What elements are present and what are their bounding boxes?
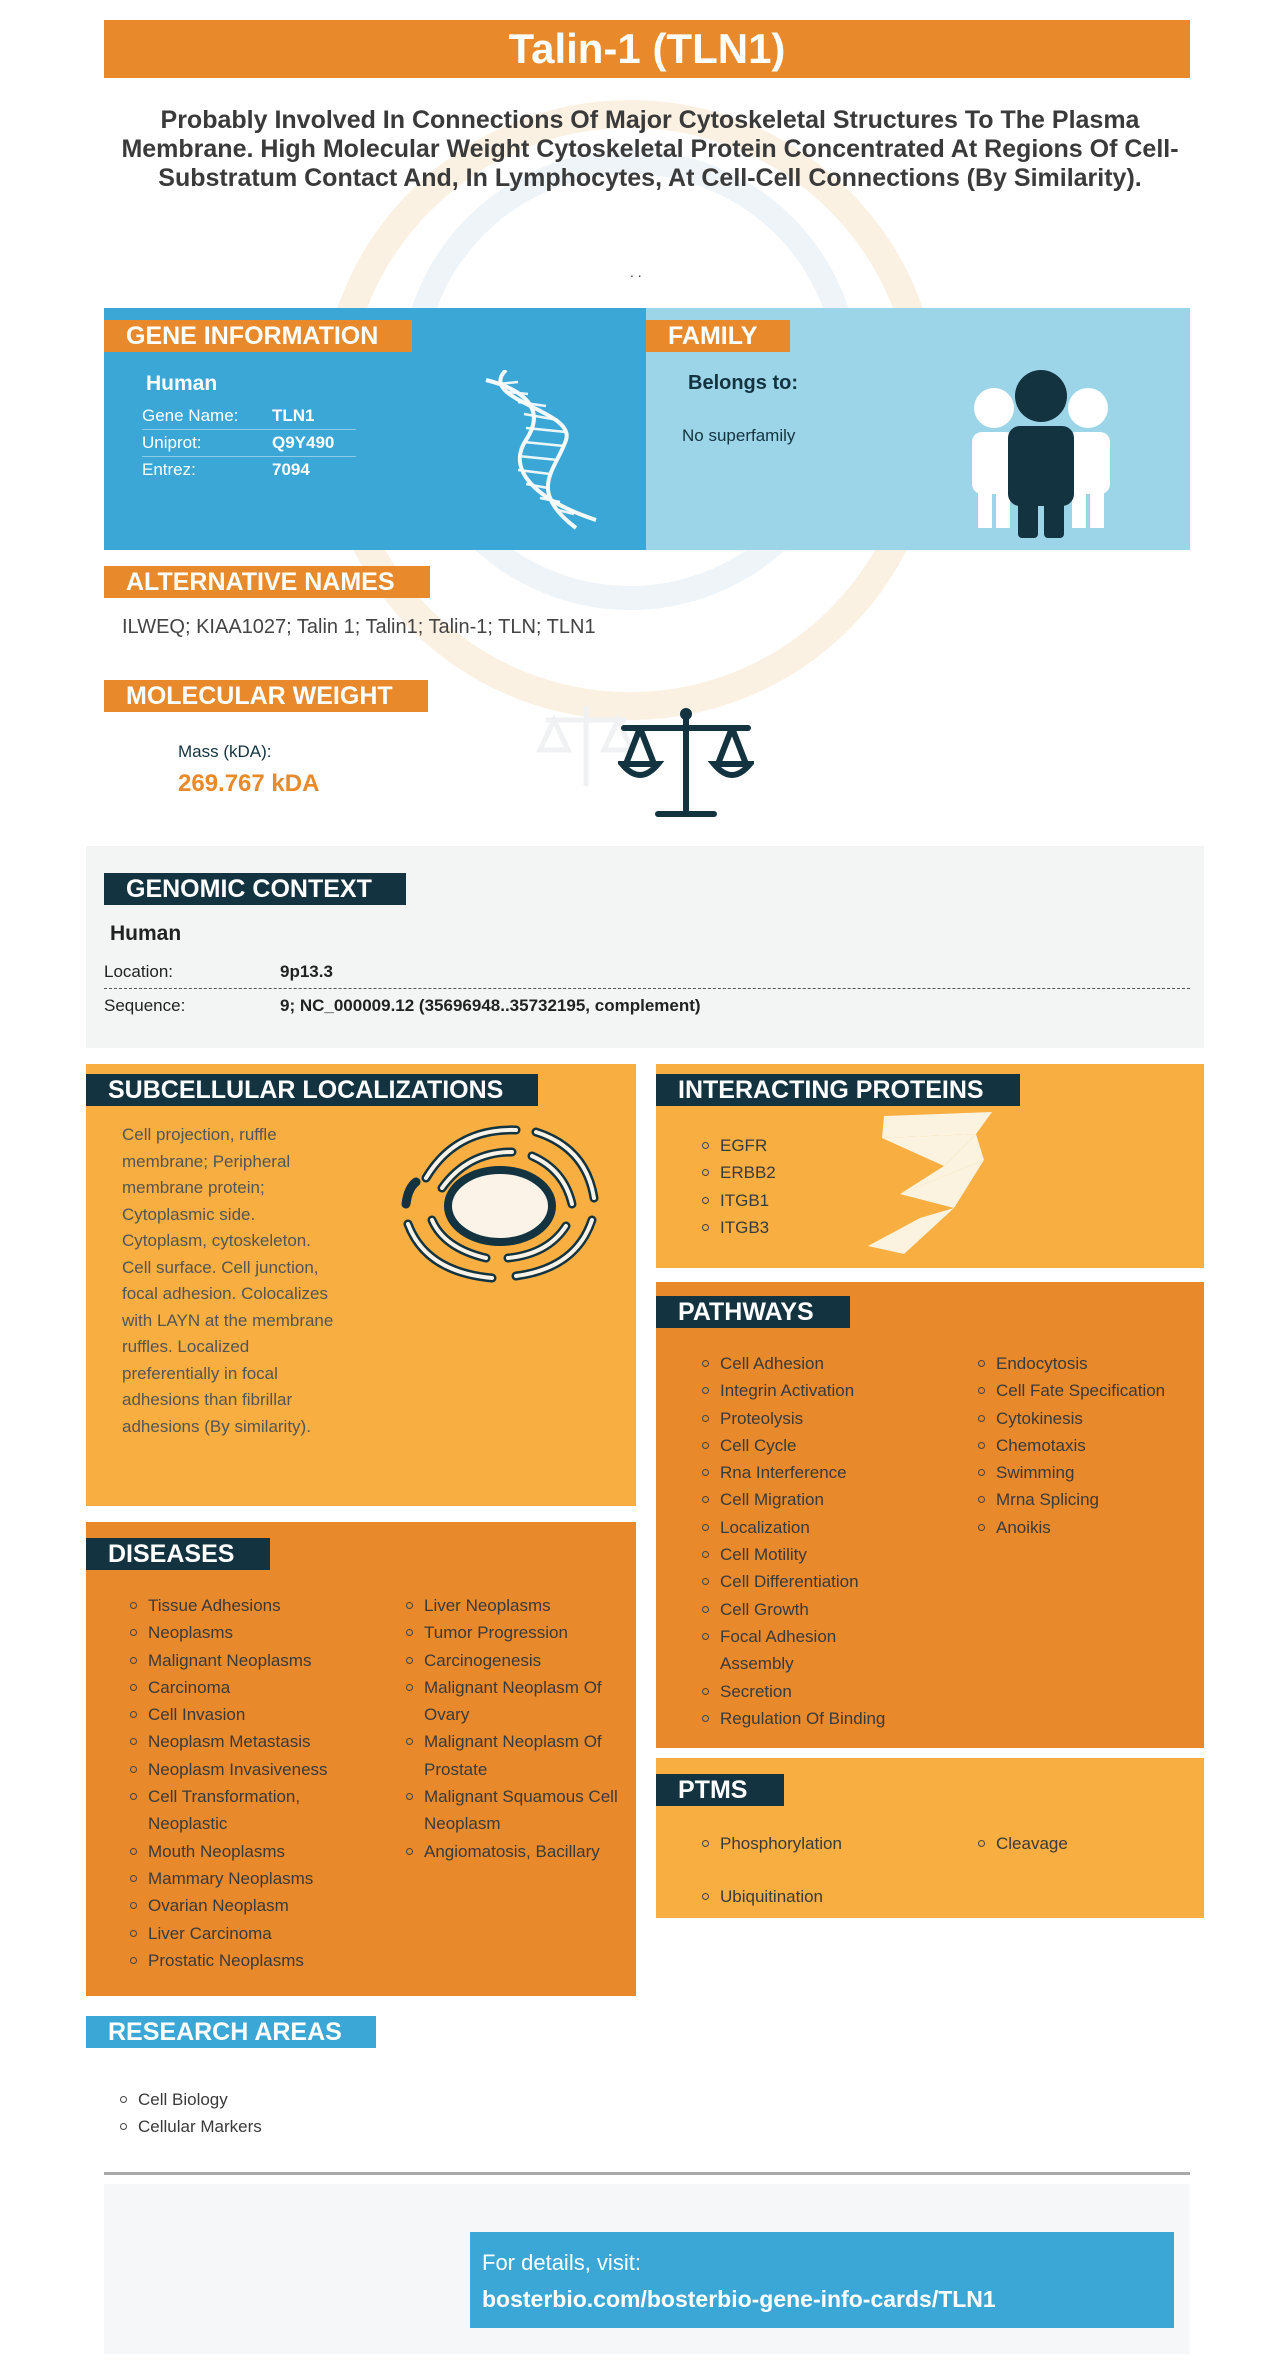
genomic-species: Human (110, 922, 182, 945)
interacting-proteins-list (700, 1132, 776, 1241)
list-item: Cleavage (976, 1830, 1176, 1857)
list-item: Ovarian Neoplasm (128, 1892, 348, 1919)
list-item: Tumor Progression (404, 1619, 624, 1646)
genomic-context-heading: GENOMIC CONTEXT (104, 873, 406, 905)
details-link-box[interactable] (470, 2232, 1174, 2328)
list-item: Integrin Activation (700, 1377, 940, 1404)
list-item: Malignant Squamous Cell Neoplasm (404, 1783, 624, 1838)
list-item: Cell Migration (700, 1486, 940, 1513)
diseases-list-col2 (404, 1592, 624, 1865)
protein-ribbon-icon (864, 1108, 1004, 1256)
footer-divider (104, 2172, 1190, 2175)
list-item: Secretion (700, 1678, 940, 1705)
gene-name-row (142, 402, 356, 430)
list-item: Regulation Of Binding (700, 1705, 940, 1732)
list-item: Cell Motility (700, 1541, 940, 1568)
ptms-list-col2 (976, 1830, 1176, 1857)
list-item: Malignant Neoplasm Of Ovary (404, 1674, 624, 1729)
diseases-heading: DISEASES (86, 1538, 270, 1570)
list-item: Rna Interference (700, 1459, 940, 1486)
list-item: Phosphorylation (700, 1830, 940, 1857)
list-item: ITGB3 (700, 1214, 776, 1241)
uniprot-row (142, 429, 356, 457)
entrez-label: Entrez: (142, 460, 196, 479)
list-item: Neoplasm Metastasis (128, 1728, 348, 1755)
list-item: Neoplasm Invasiveness (128, 1756, 348, 1783)
family-value: No superfamily (682, 426, 796, 445)
list-item: Mrna Splicing (976, 1486, 1196, 1513)
alternative-names-heading: ALTERNATIVE NAMES (104, 566, 430, 598)
uniprot-value: Q9Y490 (272, 433, 335, 452)
family-people-icon (966, 368, 1116, 538)
dna-icon (466, 370, 616, 530)
pathways-list-col2 (976, 1350, 1196, 1541)
list-item: Cell Fate Specification (976, 1377, 1196, 1404)
list-item: Swimming (976, 1459, 1196, 1486)
family-heading: FAMILY (646, 320, 790, 352)
subcellular-localizations-heading: SUBCELLULAR LOCALIZATIONS (86, 1074, 538, 1106)
sequence-label: Sequence: (104, 996, 186, 1015)
gene-information-heading: GENE INFORMATION (104, 320, 412, 352)
list-item: Proteolysis (700, 1405, 940, 1432)
list-item: Cell Biology (118, 2086, 418, 2113)
pathways-list-col1 (700, 1350, 940, 1732)
entrez-row (142, 456, 356, 483)
list-item: Malignant Neoplasms (128, 1647, 348, 1674)
diseases-list-col1 (128, 1592, 348, 1974)
interacting-proteins-heading: INTERACTING PROTEINS (656, 1074, 1020, 1106)
sequence-row (104, 990, 1190, 1022)
list-item: Carcinogenesis (404, 1647, 624, 1674)
ptms-heading: PTMS (656, 1774, 784, 1806)
list-item: Cytokinesis (976, 1405, 1196, 1432)
cell-icon (396, 1108, 604, 1294)
list-item: Cell Invasion (128, 1701, 348, 1728)
list-item: Tissue Adhesions (128, 1592, 348, 1619)
entrez-value: 7094 (272, 460, 310, 479)
list-item: Focal Adhesion Assembly (700, 1623, 860, 1678)
ptms-list-col1 (700, 1830, 940, 1911)
location-value: 9p13.3 (280, 962, 333, 981)
list-item: Cell Transformation, Neoplastic (128, 1783, 328, 1838)
research-areas-heading: RESEARCH AREAS (86, 2016, 376, 2048)
list-item: ITGB1 (700, 1187, 776, 1214)
balance-scale-icon (618, 706, 754, 822)
list-item: Cellular Markers (118, 2113, 418, 2140)
list-item: Angiomatosis, Bacillary (404, 1838, 624, 1865)
gene-species: Human (146, 372, 218, 395)
gene-summary: Probably Involved In Connections Of Major Cytoskeletal Structures To The Plasma Membrane. High Molecular Weight Cytoskeletal Protein Concentrated At Regions Of Cell-Substratum Contact And, In Lymphocytes, At Cell-Cell Connections (By Similarity). (121, 106, 1179, 192)
sequence-value: 9; NC_000009.12 (35696948..35732195, complement) (280, 996, 701, 1015)
list-item: Mammary Neoplasms (128, 1865, 348, 1892)
list-item: EGFR (700, 1132, 776, 1159)
list-item: Malignant Neoplasm Of Prostate (404, 1728, 624, 1783)
list-item: Carcinoma (128, 1674, 348, 1701)
list-item: Localization (700, 1514, 940, 1541)
uniprot-label: Uniprot: (142, 433, 202, 452)
list-item: Chemotaxis (976, 1432, 1196, 1459)
details-link[interactable]: bosterbio.com/bosterbio-gene-info-cards/TLN1 (482, 2286, 996, 2312)
summary-dots: . . (630, 264, 642, 280)
list-item: Endocytosis (976, 1350, 1196, 1377)
list-item: Liver Carcinoma (128, 1920, 348, 1947)
list-item: Prostatic Neoplasms (128, 1947, 348, 1974)
list-item: Cell Adhesion (700, 1350, 940, 1377)
list-item: Liver Neoplasms (404, 1592, 624, 1619)
list-item: Cell Cycle (700, 1432, 940, 1459)
page-title: Talin-1 (TLN1) (104, 20, 1190, 78)
molecular-weight-heading: MOLECULAR WEIGHT (104, 680, 428, 712)
list-item: Cell Growth (700, 1596, 940, 1623)
details-visit-label: For details, visit: (482, 2250, 641, 2275)
research-areas-list (118, 2086, 418, 2140)
subcellular-localizations-text: Cell projection, ruffle membrane; Peripheral membrane protein; Cytoplasmic side. Cytoplasm, cytoskeleton. Cell surface. Cell junction, focal adhesion. Colocalizes with LAYN at the membrane ruffles. Localized preferentially in focal adhesions than fibrillar adhesions (By similarity). (122, 1125, 334, 1436)
list-item: Mouth Neoplasms (128, 1838, 348, 1865)
gene-name-label: Gene Name: (142, 406, 239, 425)
list-item: Anoikis (976, 1514, 1196, 1541)
pathways-heading: PATHWAYS (656, 1296, 850, 1328)
location-row (104, 956, 1190, 989)
list-item: Cell Differentiation (700, 1568, 940, 1595)
mass-label: Mass (kDA): (178, 742, 272, 761)
alternative-names-value: ILWEQ; KIAA1027; Talin 1; Talin1; Talin-1; TLN; TLN1 (122, 616, 596, 638)
list-item: Neoplasms (128, 1619, 348, 1646)
list-item: Ubiquitination (700, 1883, 940, 1910)
list-item: ERBB2 (700, 1159, 776, 1186)
mass-value: 269.767 kDA (178, 770, 320, 797)
family-belongs-label: Belongs to: (688, 372, 798, 394)
gene-name-value: TLN1 (272, 406, 315, 425)
location-label: Location: (104, 962, 173, 981)
